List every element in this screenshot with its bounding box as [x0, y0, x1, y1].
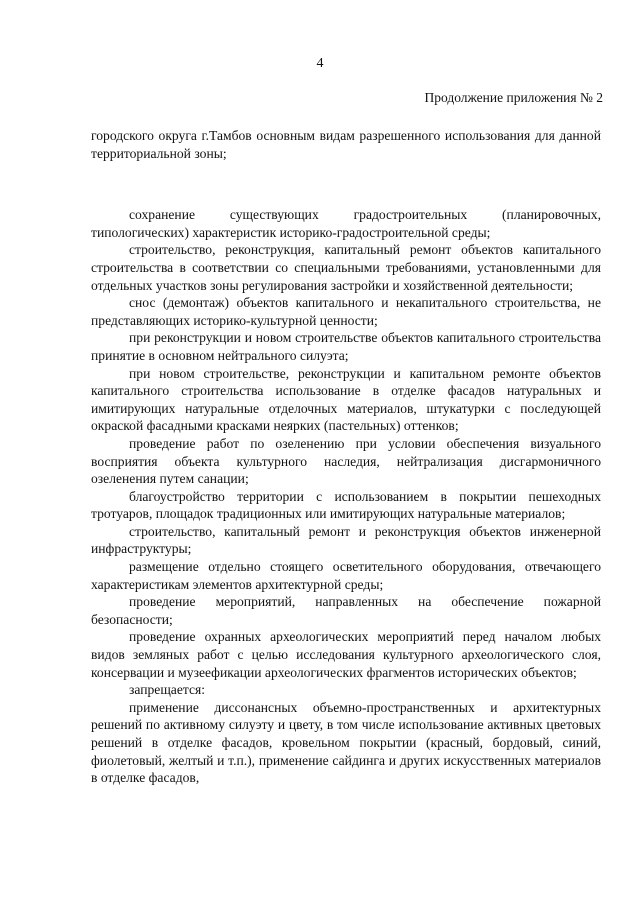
paragraph: применение диссонансных объемно-пространственных и архитектурных решений по активному силуэту и цвету, в том числе использование активных цветовых решений в отделке фасадов, кровельном покрытии (красный, бордовый, синий, фиолетовый, желтый и т.п.), применение сайдинга и других искусственных материалов в отделке фасадов, [91, 699, 601, 786]
paragraph: размещение отдельно стоящего осветительного оборудования, отвечающего характеристикам элементов архитектурной среды; [91, 559, 601, 592]
paragraph: благоустройство территории с использованием в покрытии пешеходных тротуаров, площадок традиционных или имитирующих натуральные материалов; [91, 488, 601, 522]
paragraph: строительство, реконструкция, капитальный ремонт объектов капитального строительства в соответствии со специальными требованиями, установленными для отдельных участков зоны регулирования застройки и хозяйственной деятельности; [91, 242, 601, 293]
body-text [91, 127, 601, 787]
paragraph: при новом строительстве, реконструкции и капитальном ремонте объектов капитального строительства использование в отделке фасадов натуральных и имитирующих натуральные отделочных материалов, штукатурки с последующей окраской фасадными красками неярких (пастельных) оттенков; [91, 365, 601, 434]
paragraph-continuation: городского округа г.Тамбов основным видам разрешенного использования для данной территориальной зоны; [91, 128, 601, 161]
paragraph: проведение работ по озеленению при условии обеспечения визуального восприятия объекта культурного наследия, нейтрализация дисгармоничного озеленения путем санации; [91, 435, 601, 487]
paragraph-heading-prohibited: запрещается: [129, 682, 206, 698]
page-number: 4 [316, 56, 324, 71]
paragraph: снос (демонтаж) объектов капитального и некапитального строительства, не представляющих историко-культурной ценности; [91, 295, 601, 328]
paragraph: проведение охранных археологических мероприятий перед началом любых видов земляных работ с целью исследования культурного археологического слоя, консервации и музеефикации археологических фрагментов исторических объектов; [91, 629, 601, 680]
paragraph: строительство, капитальный ремонт и реконструкция объектов инженерной инфраструктуры; [91, 523, 601, 557]
paragraph: сохранение существующих градостроительных (планировочных, типологических) характеристик историко-градостроительной среды; [91, 207, 601, 240]
appendix-note: Продолжение приложения № 2 [424, 90, 603, 105]
paragraph: при реконструкции и новом строительстве объектов капитального строительства принятие в основном нейтрального силуэта; [91, 330, 601, 363]
paragraph: проведение мероприятий, направленных на обеспечение пожарной безопасности; [91, 594, 601, 627]
